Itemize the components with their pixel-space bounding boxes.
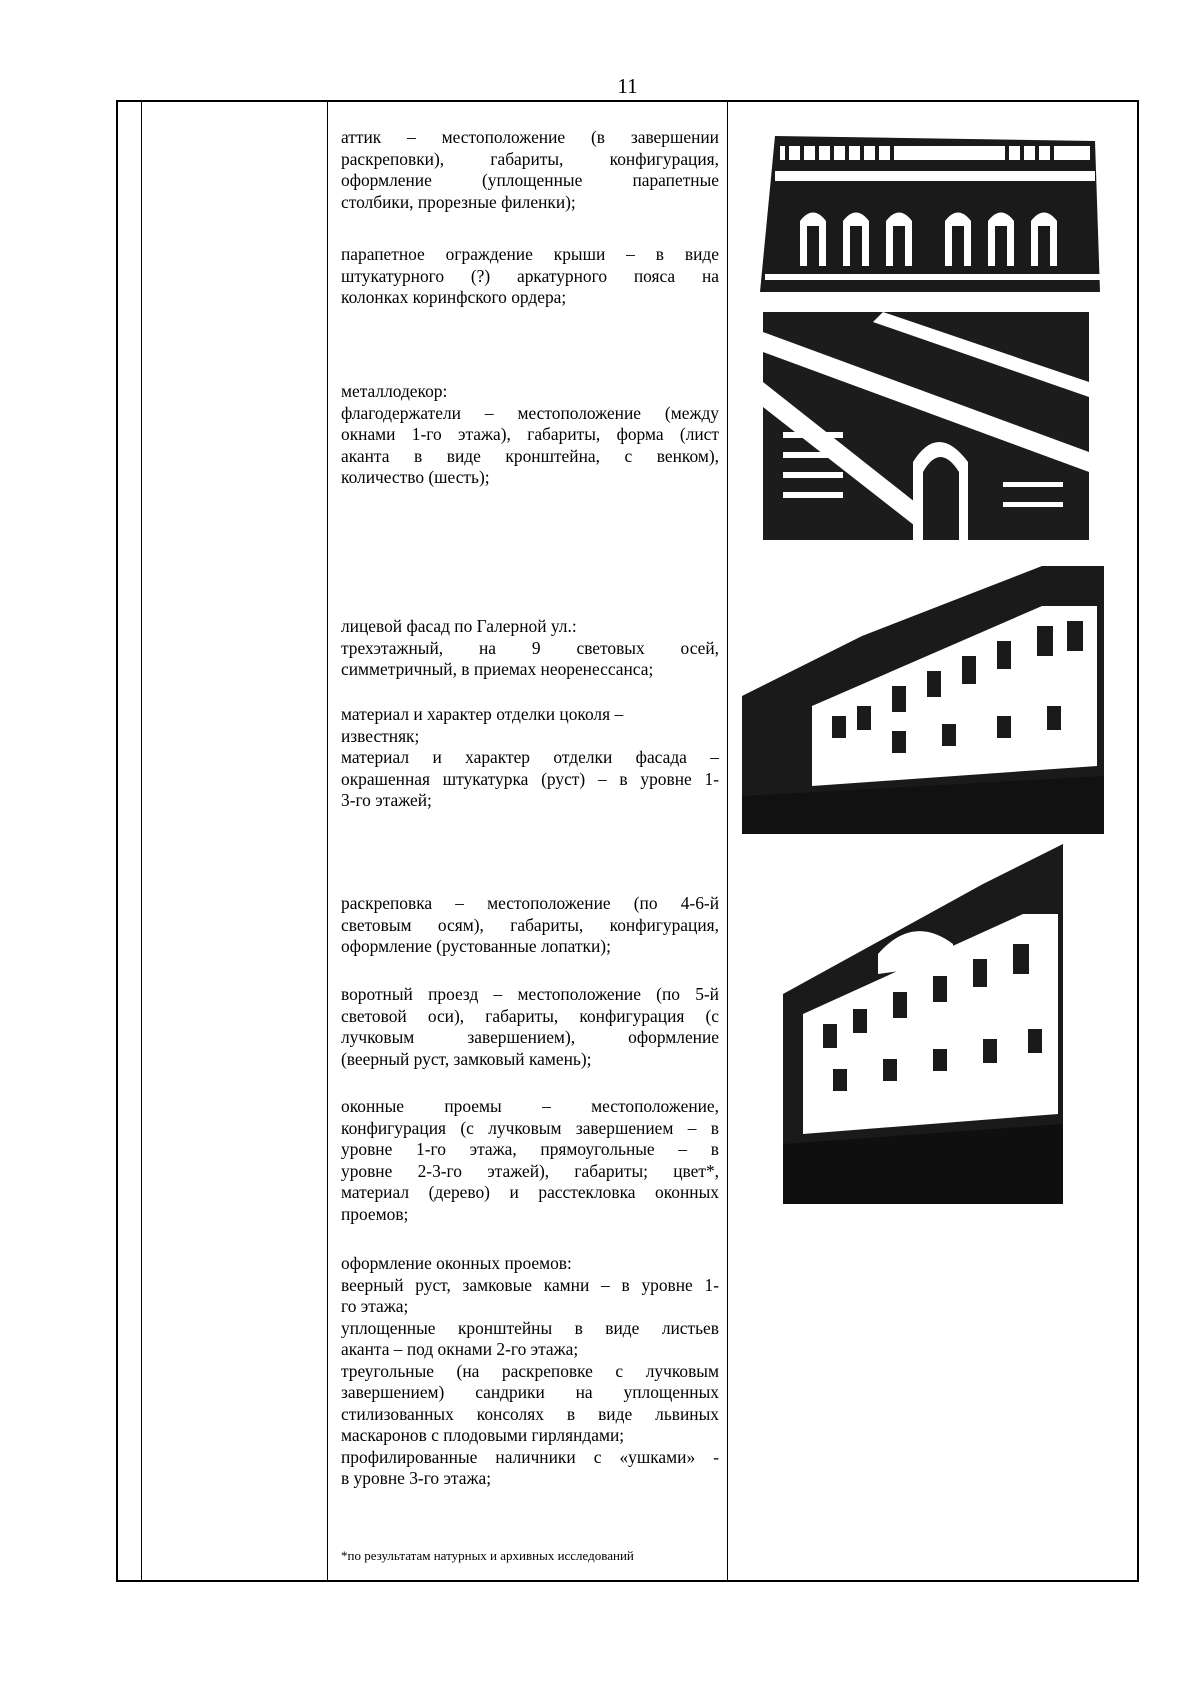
facade-finish-text: материал и характер отделки фасада – окрашенная штукатурка (руст) – в уровне 1- 3-го этажей; bbox=[341, 747, 719, 810]
plinth-text: материал и характер отделки цоколя – известняк; bbox=[341, 704, 624, 746]
facade-photo-1 bbox=[742, 566, 1104, 834]
column-divider-1 bbox=[141, 102, 142, 1580]
heritage-table bbox=[116, 100, 1139, 1582]
attic-photo bbox=[755, 116, 1113, 292]
parapet-text: парапетное ограждение крыши – в виде штукатурного (?) аркатурного пояса на колонках коринфского ордера; bbox=[341, 244, 719, 307]
projection-text: раскреповка – местоположение (по 4-6-й световым осям), габариты, конфигурация, оформление (рустованные лопатки); bbox=[341, 893, 719, 956]
facade-photo-2 bbox=[783, 844, 1063, 1204]
gate-passage-text: воротный проезд – местоположение (по 5-й световой оси), габариты, конфигурация (с лучковым завершением), оформление (веерный руст, замковый камень); bbox=[341, 984, 719, 1069]
column-divider-2 bbox=[327, 102, 328, 1580]
flagholder-photo bbox=[763, 312, 1089, 540]
column-divider-3 bbox=[727, 102, 728, 1580]
facade-text: лицевой фасад по Галерной ул.: трехэтажный, на 9 световых осей, симметричный, в приемах неоренессанса; bbox=[341, 616, 719, 679]
attic-text: аттик – местоположение (в завершении раскреповки), габариты, конфигурация, оформление (уплощенные парапетные столбики, прорезные филенки); bbox=[341, 127, 719, 212]
footnote: *по результатам натурных и архивных исследований bbox=[341, 1548, 634, 1563]
metal-decor-text: металлодекор: флагодержатели – местоположение (между окнами 1-го этажа), габариты, форма (лист аканта в виде кронштейна, с венком), количество (шесть); bbox=[341, 381, 719, 487]
page-number: 11 bbox=[617, 74, 638, 98]
window-decor-text: оформление оконных проемов: веерный руст, замковые камни – в уровне 1- го этажа; уплощенные кронштейны в виде листьев аканта – под окнами 2-го этажа; треугольные (на раскреповке с лучковым завершением) сандрики на уплощенных стилизованных консолях в виде львиных маскаронов с плодовыми гирляндами; профилированные наличники с «ушками» - в уровне 3-го этажа; bbox=[341, 1253, 719, 1488]
window-openings-text: оконные проемы – местоположение, конфигурация (с лучковым завершением – в уровне 1-го этажа, прямоугольные – в уровне 2-3-го этажей), габариты; цвет*, материал (дерево) и расстекловка оконных проемов; bbox=[341, 1096, 719, 1224]
